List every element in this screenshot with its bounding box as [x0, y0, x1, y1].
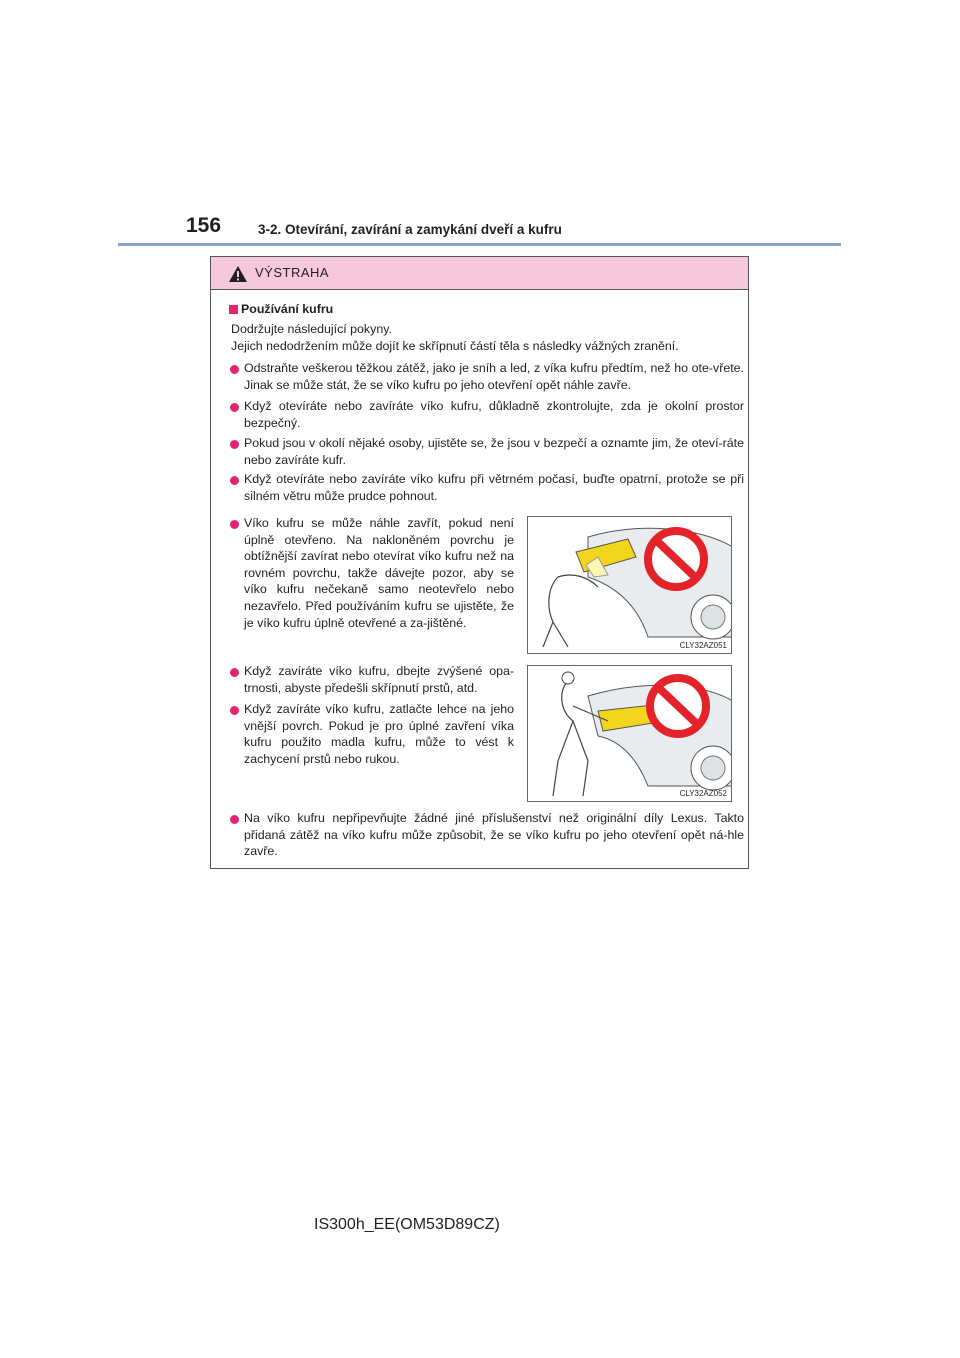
warning-subheading: Používání kufru [241, 302, 334, 316]
intro-line-1: Dodržujte následující pokyny. [231, 322, 392, 336]
page-header [0, 0, 960, 250]
trunk-lid-closing-illustration [528, 666, 732, 802]
bullet-dot-icon [230, 476, 239, 485]
bullet-dot-icon [230, 403, 239, 412]
page-number: 156 [186, 214, 222, 237]
bullet-dot-icon [230, 706, 239, 715]
figure-open-trunk-lid [527, 516, 732, 654]
bullet-7: Když zavíráte víko kufru, zatlačte lehce na jeho vnější povrch. Pokud je pro úplné zavření víka kufru použito madla kufru, může to vést k zachycení prstů nebo rukou. [244, 702, 514, 766]
bullet-4: Když otevíráte nebo zavíráte víko kufru při větrném počasí, buďte opatrní, protože se při silném větru může prudce pohnout. [244, 472, 744, 503]
bullet-6: Když zavíráte víko kufru, dbejte zvýšené opa-trnosti, abyste předešli skřípnutí prstů, atd. [244, 664, 514, 695]
square-bullet-icon [229, 305, 238, 314]
bullet-2: Když otevíráte nebo zavíráte víko kufru, důkladně zkontrolujte, zda je okolní prostor bezpečný. [244, 399, 744, 430]
header-rule [118, 243, 841, 246]
bullet-dot-icon [230, 520, 239, 529]
bullet-dot-icon [230, 668, 239, 677]
section-title: 3-2. Otevírání, zavírání a zamykání dveří a kufru [258, 222, 562, 237]
figure-close-trunk-lid [527, 665, 732, 802]
bullet-1: Odstraňte veškerou těžkou zátěž, jako je sníh a led, z víka kufru předtím, než ho ote-vřete. Jinak se může stát, že se víko kufru po jeho otevření opět náhle zavře. [244, 361, 744, 392]
warning-content [211, 257, 748, 859]
bullet-8: Na víko kufru nepřipevňujte žádné jiné příslušenství než originální díly Lexus. Takto přidaná zátěž na víko kufru může způsobit, že se víko kufru po jeho otevření opět ná-hle zavře. [244, 811, 744, 859]
trunk-lid-illustration [528, 517, 732, 654]
bullet-dot-icon [230, 440, 239, 449]
warning-box [210, 256, 749, 869]
figure-label: CLY32AZ051 [679, 641, 727, 650]
bullet-dot-icon [230, 815, 239, 824]
warning-title: VÝSTRAHA [255, 265, 330, 280]
bullet-5: Víko kufru se může náhle zavřít, pokud není úplně otevřeno. Na nakloněném povrchu je obtížnější zavírat nebo otevírat víko kufru než na rovném povrchu, takže dávejte pozor, aby se víko kufru nečekaně samo neotevřelo nebo nezavřelo. Před používáním kufru se ujistěte, že je víko kufru úplně otevřené a za-jištěné. [244, 516, 514, 630]
intro-line-2: Jejich nedodržením může dojít ke skřípnutí částí těla s následky vážných zranění. [231, 339, 679, 353]
figure-label: CLY32AZ052 [679, 789, 727, 798]
model-code: IS300h_EE(OM53D89CZ) [314, 1216, 500, 1233]
bullet-dot-icon [230, 365, 239, 374]
bullet-3: Pokud jsou v okolí nějaké osoby, ujistěte se, že jsou v bezpečí a oznamte jim, že oteví-ráte nebo zavíráte kufr. [244, 436, 744, 467]
